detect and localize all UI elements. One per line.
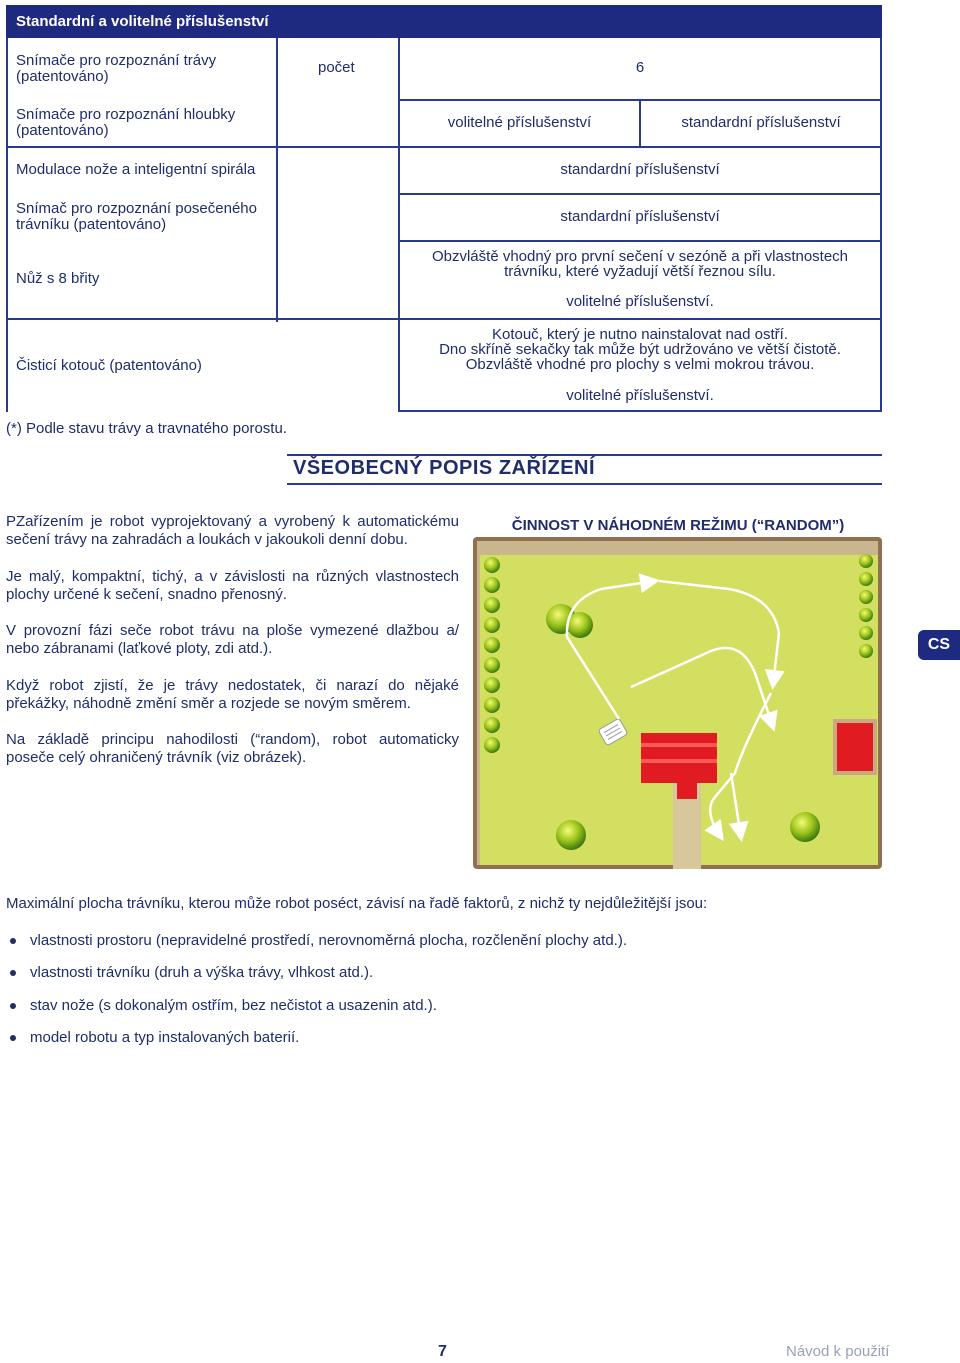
table-row-label: Snímače pro rozpoznání hloubky (patentováno) <box>16 106 236 139</box>
table-cell-value: trávníku, které vyžadují větší řeznou sílu. <box>504 263 776 280</box>
table-row-line <box>398 240 882 242</box>
table-row-label: Snímače pro rozpoznání trávy (patentováno) <box>16 52 217 85</box>
bullet-icon <box>10 1003 16 1009</box>
section-title: VŠEOBECNÝ POPIS ZAŘÍZENÍ <box>293 457 596 479</box>
table-border-left <box>6 38 8 412</box>
paragraph: Na základě principu nahodilosti (“random), robot automaticky poseče celý ohraničený trávník (viz obrázek). <box>6 731 459 766</box>
paragraph: Když robot zjistí, že je trávy nedostatek, či narazí do nějaké překážky, náhodně změní směr a rozjede se novým směrem. <box>6 677 459 712</box>
page-number: 7 <box>438 1343 447 1360</box>
table-border-right <box>880 38 882 412</box>
list-item-text: vlastnosti prostoru (nepravidelné prostředí, nerovnoměrná plocha, rozčlenění plochy atd.). <box>30 932 627 949</box>
paragraph: V provozní fázi seče robot trávu na ploše vymezené dlažbou a/ nebo zábranami (laťkové ploty, zdi atd.). <box>6 622 459 657</box>
table-row-label: Čisticí kotouč (patentováno) <box>16 357 202 374</box>
factors-intro: Maximální plocha trávníku, kterou může robot poséct, závisí na řadě faktorů, z nichž ty nejdůležitější jsou: <box>6 895 708 912</box>
paragraph: Je malý, kompaktní, tichý, a v závislosti na různých vlastnostech plochy určené k sečení, snadno přenosný. <box>6 568 459 603</box>
table-cell-value: Obzvláště vhodné pro plochy s velmi mokrou trávou. <box>465 356 815 373</box>
table-cell-value: volitelné příslušenství. <box>566 293 714 310</box>
list-item-text: vlastnosti trávníku (druh a výška trávy, vlhkost atd.). <box>30 964 374 981</box>
table-cell-value: Obzvláště vhodný pro první sečení v sezóně a při vlastnostech <box>431 248 849 265</box>
table-row-line <box>6 146 882 148</box>
table-row-line <box>398 410 882 412</box>
section-rule-bottom <box>287 483 882 485</box>
table-cell-value: Kotouč, který je nutno nainstalovat nad ostří. <box>491 326 788 343</box>
table-cell-count-label: počet <box>318 59 355 76</box>
table-row-line <box>398 99 882 101</box>
footer-title: Návod k použití <box>786 1343 890 1360</box>
list-item-text: stav nože (s dokonalým ostřím, bez nečistot a usazenin atd.). <box>30 997 437 1014</box>
table-cell-value: standardní příslušenství <box>560 161 720 178</box>
bullet-icon <box>10 970 16 976</box>
section-rule-top <box>287 454 882 456</box>
table-header: Standardní a volitelné příslušenství <box>6 5 882 38</box>
table-row-label: Modulace nože a inteligentní spirála <box>16 161 256 178</box>
paragraph: PZařízením je robot vyprojektovaný a vyrobený k automatickému sečení trávy na zahradách a loukách v jakoukoli denní dobu. <box>6 513 459 548</box>
random-mode-title: ČINNOST V NÁHODNÉM REŽIMU (“RANDOM”) <box>511 517 845 534</box>
accessories-table <box>6 5 882 412</box>
table-cell-value: volitelné příslušenství <box>447 114 592 131</box>
table-row-label: Snímač pro rozpoznání posečeného trávníku (patentováno) <box>16 200 257 233</box>
table-row-label: Nůž s 8 břity <box>16 270 100 287</box>
random-mode-illustration <box>473 537 882 869</box>
table-cell-value: Dno skříně sekačky tak může být udržováno ve větší čistotě. <box>439 341 841 358</box>
table-footnote: (*) Podle stavu trávy a travnatého porostu. <box>6 420 287 437</box>
table-row-line <box>6 318 882 320</box>
bullet-icon <box>10 938 16 944</box>
bullet-icon <box>10 1035 16 1041</box>
language-badge: CS <box>918 630 960 660</box>
table-cell-value: standardní příslušenství <box>681 114 841 131</box>
table-cell-value: standardní příslušenství <box>560 208 720 225</box>
table-cell-value: 6 <box>635 59 645 76</box>
table-cell-value: volitelné příslušenství. <box>566 387 714 404</box>
table-row-line <box>398 193 882 195</box>
table-divider <box>276 38 278 322</box>
list-item-text: model robotu a typ instalovaných baterií. <box>30 1029 300 1046</box>
